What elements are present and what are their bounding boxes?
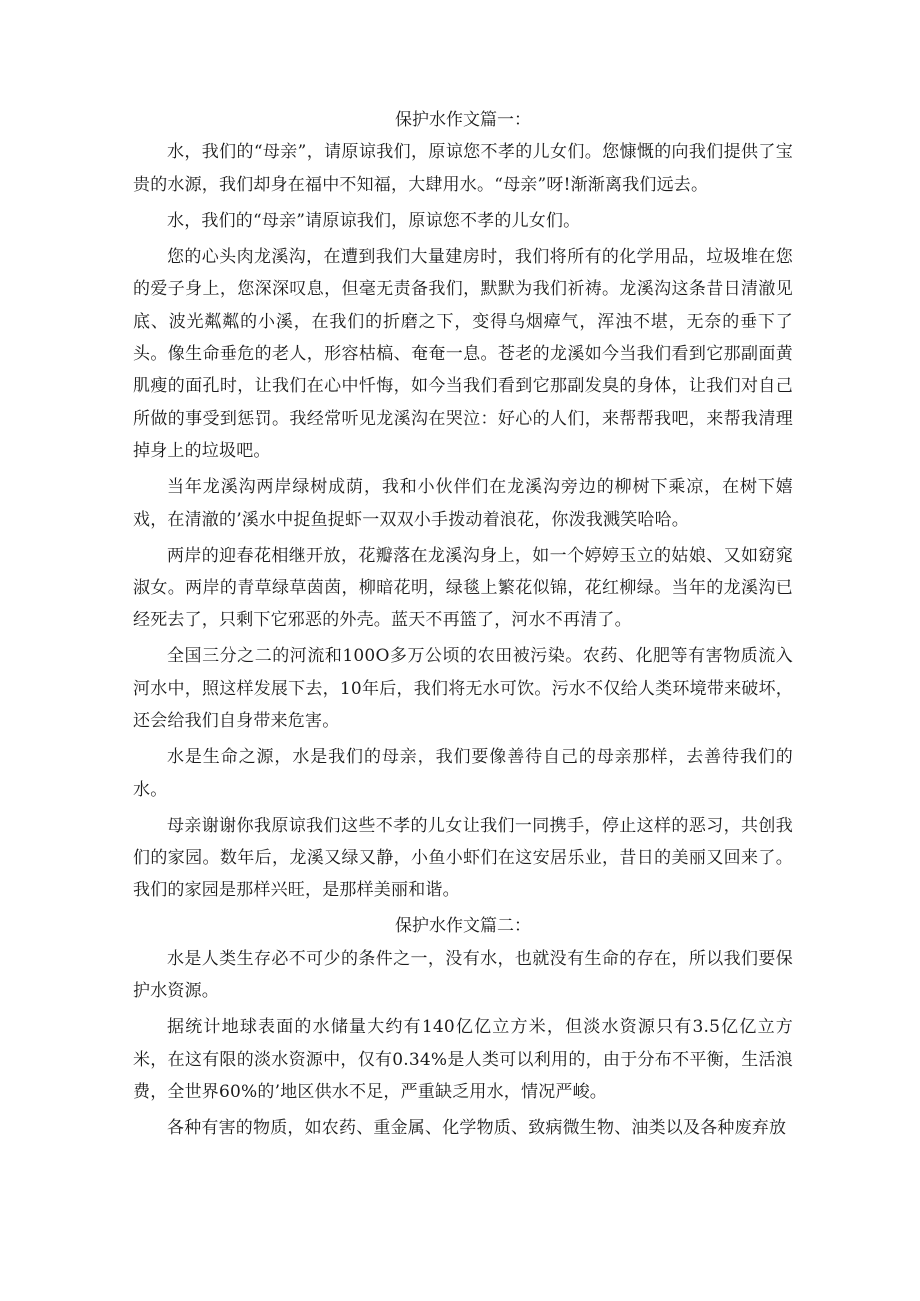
section1-title: 保护水作文篇一： [395, 110, 531, 130]
section2-title: 保护水作文篇二： [395, 916, 531, 937]
paragraph: 两岸的迎春花相继开放，花瓣落在龙溪沟身上，如一个婷婷玉立的姑娘、又如窈窕淑女。两岸的青草绿草茵茵，柳暗花明，绿毯上繁花似锦，花红柳绿。当年的龙溪沟已经死去了，只剩下它邪恶的外壳。蓝天不再篮了，河水不再清了。 [133, 545, 793, 631]
paragraph: 您的心头肉龙溪沟，在遭到我们大量建房时，我们将所有的化学用品，垃圾堆在您的爱子身上，您深深叹息，但毫无责备我们，默默为我们祈祷。龙溪沟这条昔日清澈见底、波光粼粼的小溪，在我们的折磨之下，变得乌烟瘴气，浑浊不堪，无奈的垂下了头。像生命垂危的老人，形容枯槁、奄奄一息。苍老的龙溪如今当我们看到它那副面黄肌瘦的面孔时，让我们在心中忏悔，如今当我们看到它那副发臭的身体，让我们对自己所做的事受到惩罚。我经常听见龙溪沟在哭泣：好心的人们，来帮帮我吧，来帮我清理掉身上的垃圾吧。 [133, 246, 793, 462]
paragraph: 母亲谢谢你我原谅我们这些不孝的儿女让我们一同携手，停止这样的恶习，共创我们的家园。数年后，龙溪又绿又静，小鱼小虾们在这安居乐业，昔日的美丽又回来了。我们的家园是那样兴旺，是那样美丽和谐。 [133, 815, 793, 901]
paragraph: 各种有害的物质，如农药、重金属、化学物质、致病微生物、油类以及各种废弃放 [167, 1118, 787, 1139]
paragraph: 水，我们的“母亲”请原谅我们，原谅您不孝的儿女们。 [167, 210, 581, 231]
paragraph: 水是人类生存必不可少的条件之一，没有水，也就没有生命的存在，所以我们要保护水资源。 [133, 948, 793, 1002]
paragraph: 全国三分之二的河流和100O多万公顷的农田被污染。农药、化肥等有害物质流入河水中，照这样发展下去，10年后，我们将无水可饮。污水不仅给人类环境带来破坏，还会给我们自身带来危害。 [133, 646, 793, 732]
paragraph: 当年龙溪沟两岸绿树成荫，我和小伙伴们在龙溪沟旁边的柳树下乘凉，在树下嬉戏，在清澈的’溪水中捉鱼捉虾一双双小手拨动着浪花，你泼我溅笑哈哈。 [133, 477, 793, 530]
paragraph: 据统计地球表面的水储量大约有140亿亿立方米，但淡水资源只有3.5亿亿立方米，在这有限的淡水资源中，仅有0.34%是人类可以利用的，由于分布不平衡，生活浪费，全世界60%的’地区供水不足，严重缺乏用水，情况严峻。 [133, 1017, 793, 1103]
paragraph: 水是生命之源，水是我们的母亲，我们要像善待自己的母亲那样，去善待我们的水。 [133, 747, 793, 800]
paragraph: 水，我们的“母亲”，请原谅我们，原谅您不孝的儿女们。您慷慨的向我们提供了宝贵的水源，我们却身在福中不知福，大肆用水。“母亲”呀!渐渐离我们远去。 [133, 142, 793, 195]
document-page [133, 104, 793, 1148]
